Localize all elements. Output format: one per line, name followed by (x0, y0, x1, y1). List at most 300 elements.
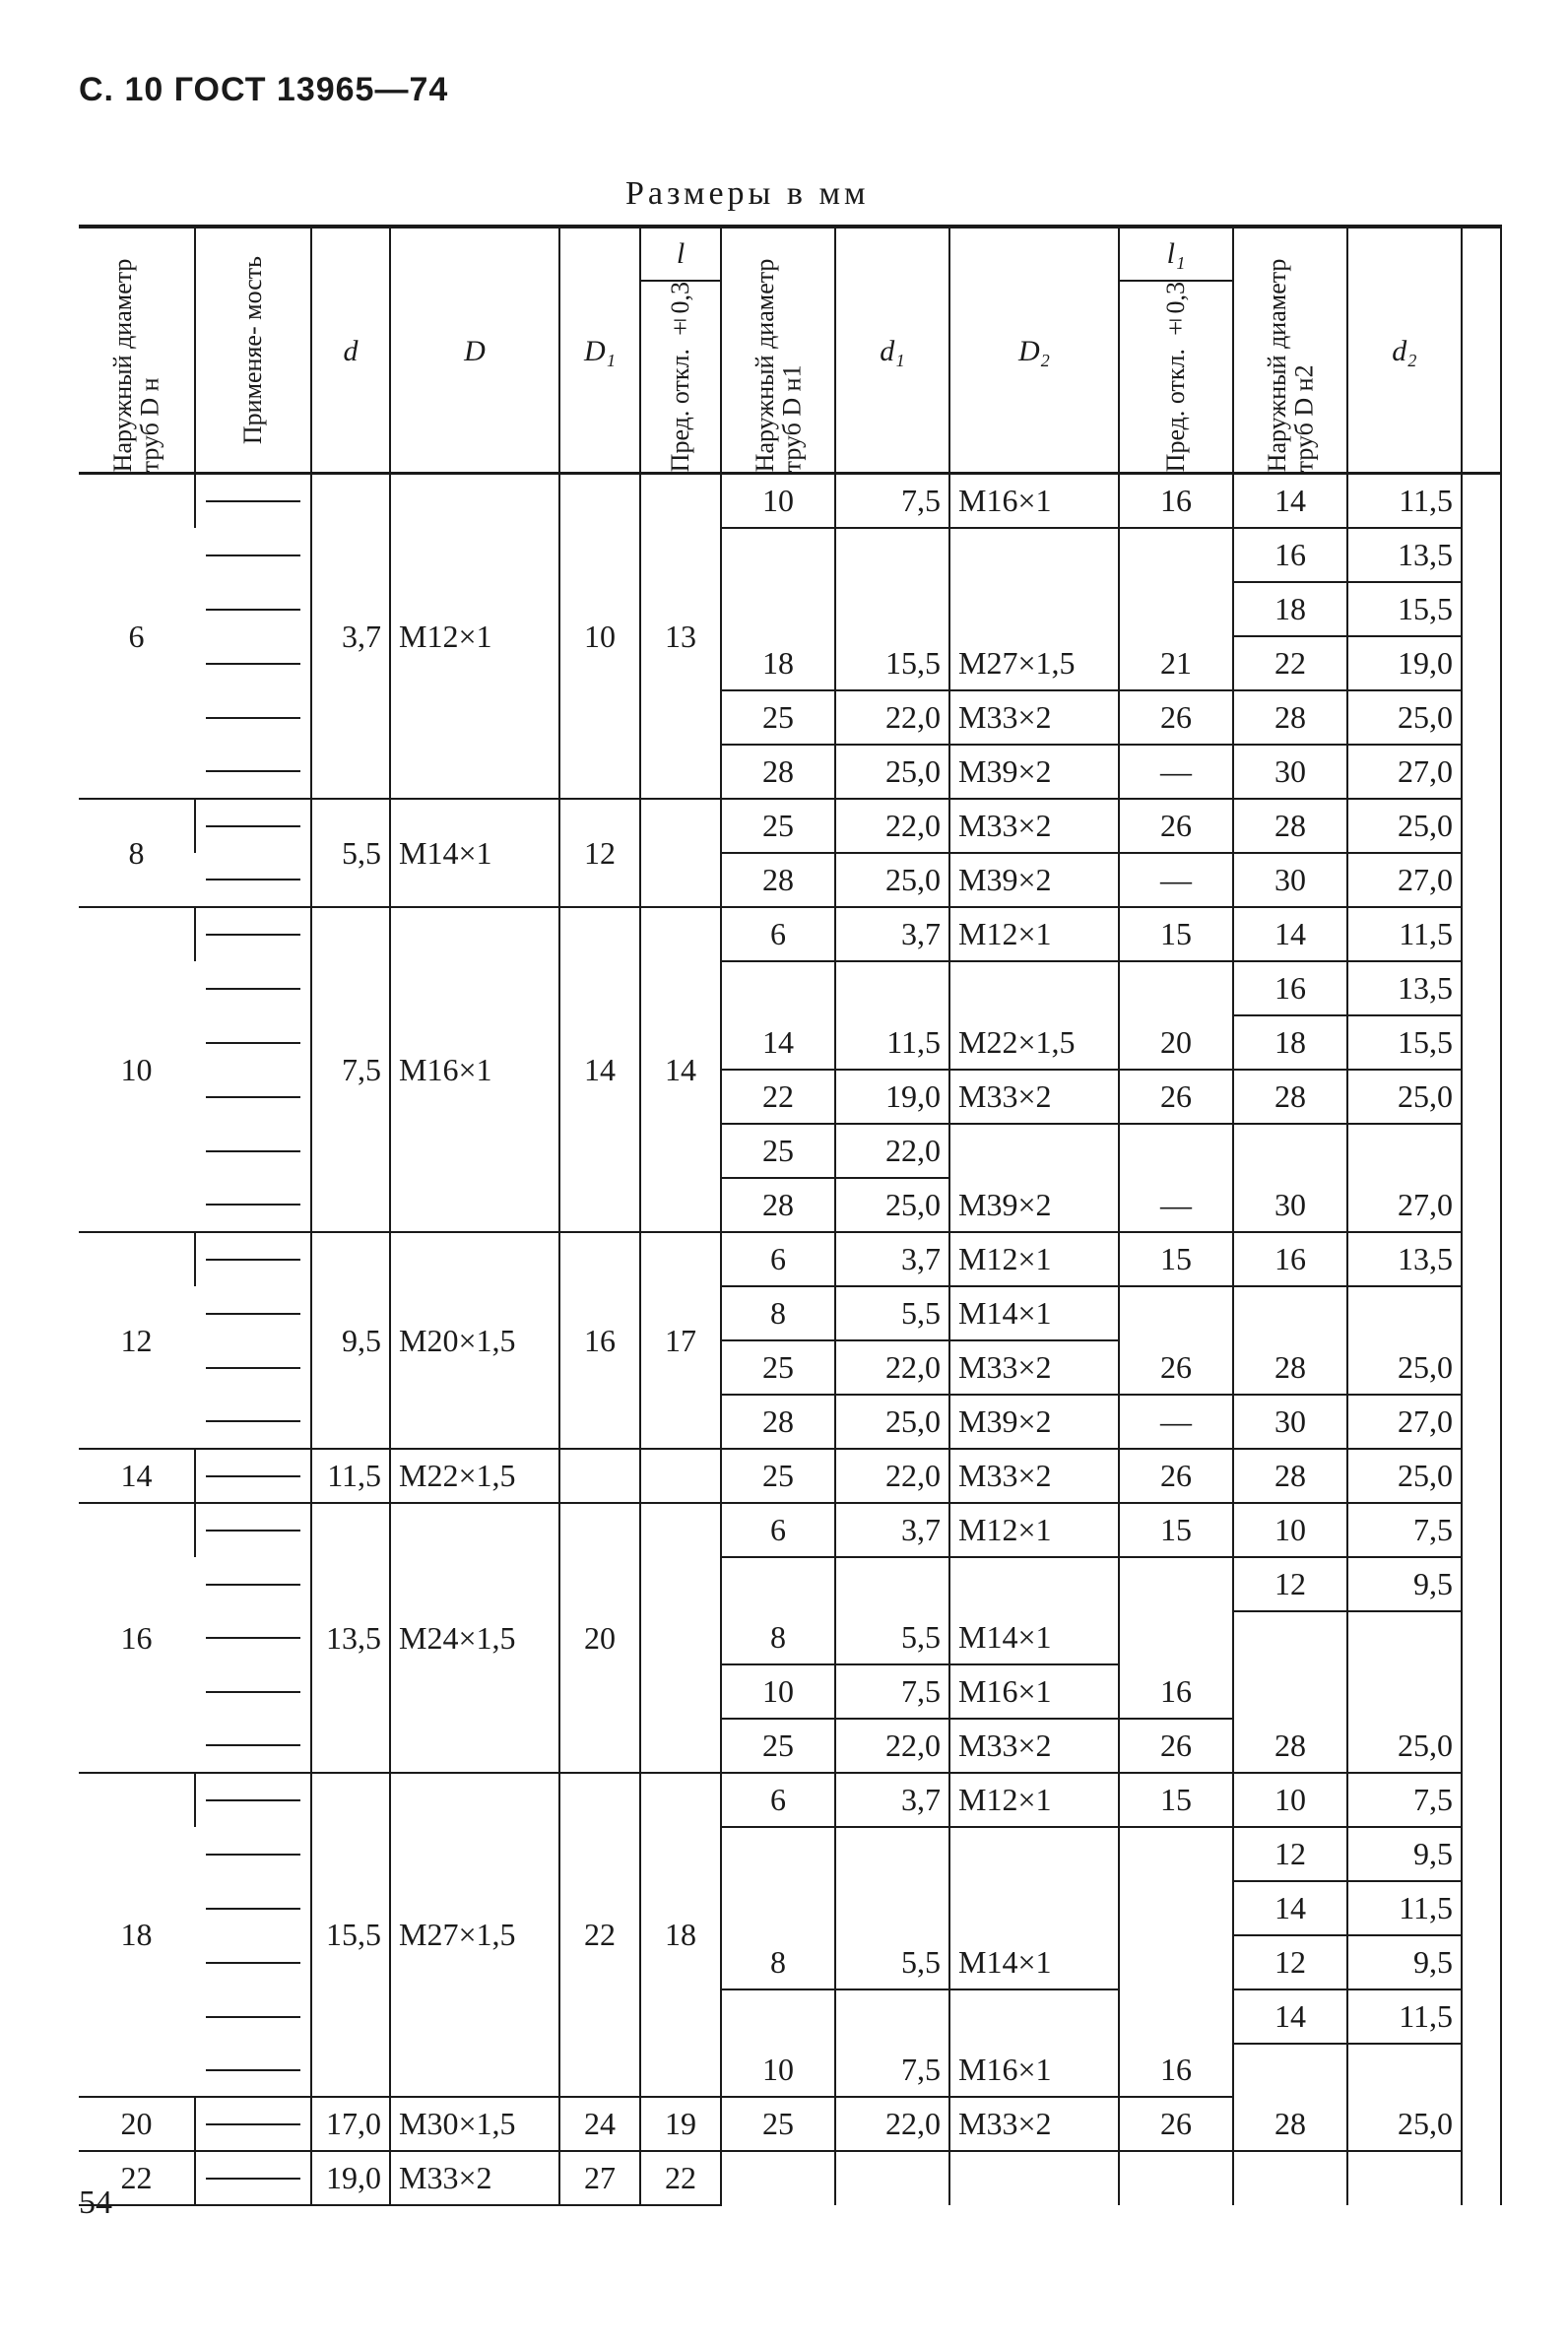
header-D1: D₁ (559, 227, 640, 474)
cell-dn1: 18 (721, 636, 835, 690)
cell-D2: M27×1,5 (949, 636, 1119, 690)
cell-dn1: 25 (721, 1449, 835, 1503)
cell-d2: 25,0 (1347, 1070, 1462, 1124)
cell-d2: 15,5 (1347, 582, 1462, 636)
cell-d2: 13,5 (1347, 1232, 1462, 1286)
cell-apply (195, 582, 311, 636)
cell-D1: 14 (559, 907, 640, 1232)
cell-apply (195, 1286, 311, 1340)
cell-dn: 22 (79, 2151, 195, 2205)
cell-dn2: 28 (1233, 1340, 1347, 1395)
cell-D2: M16×1 (949, 1664, 1119, 1719)
header-dn1: Наружный диаметр труб D н1 (721, 227, 835, 474)
cell-apply (195, 1015, 311, 1070)
cell-dn1 (721, 582, 835, 636)
cell-apply (195, 1827, 311, 1881)
cell-d2: 11,5 (1347, 1989, 1462, 2044)
cell-D2: M33×2 (949, 2097, 1119, 2151)
cell-d2 (1347, 2044, 1462, 2097)
document-header: С. 10 ГОСТ 13965—74 (79, 71, 449, 108)
cell-apply (195, 528, 311, 582)
cell-d2: 9,5 (1347, 1827, 1462, 1881)
cell-spacer (1462, 582, 1501, 636)
cell-D2: M14×1 (949, 1611, 1119, 1664)
cell-d1: 3,7 (835, 1773, 949, 1827)
cell-spacer (1462, 1232, 1501, 1286)
cell-d1: 3,7 (835, 1503, 949, 1557)
cell-apply (195, 853, 311, 907)
cell-d2: 25,0 (1347, 1340, 1462, 1395)
cell-apply (195, 1611, 311, 1664)
cell-apply (195, 961, 311, 1015)
cell-dn1: 6 (721, 1503, 835, 1557)
cell-D2 (949, 1557, 1119, 1611)
cell-apply (195, 1719, 311, 1773)
cell-apply (195, 907, 311, 961)
cell-D2 (949, 2151, 1119, 2205)
cell-dn1: 28 (721, 853, 835, 907)
cell-dn: 18 (79, 1773, 195, 2097)
cell-dn1: 10 (721, 1664, 835, 1719)
cell-dn2: 30 (1233, 1178, 1347, 1232)
cell-dn2: 16 (1233, 528, 1347, 582)
cell-l1 (1119, 1611, 1233, 1664)
cell-dn2: 28 (1233, 1449, 1347, 1503)
cell-spacer (1462, 690, 1501, 745)
header-d2: d₂ (1347, 227, 1462, 474)
cell-d: 3,7 (311, 474, 390, 800)
cell-D2: M22×1,5 (949, 1015, 1119, 1070)
cell-l1: — (1119, 853, 1233, 907)
cell-d1: 19,0 (835, 1070, 949, 1124)
header-D2: D₂ (949, 227, 1119, 474)
cell-D2: M33×2 (949, 1449, 1119, 1503)
cell-spacer (1462, 1935, 1501, 1989)
cell-d2: 25,0 (1347, 1719, 1462, 1773)
cell-l (640, 799, 721, 907)
table-row (79, 1719, 1501, 1773)
cell-l1 (1119, 1827, 1233, 1881)
cell-l1: — (1119, 1395, 1233, 1449)
cell-l1: 26 (1119, 1340, 1233, 1395)
cell-dn1: 10 (721, 474, 835, 529)
table-row (79, 1232, 1501, 1286)
cell-spacer (1462, 1611, 1501, 1664)
cell-apply (195, 1935, 311, 1989)
cell-D2: M16×1 (949, 474, 1119, 529)
cell-l1: 26 (1119, 2097, 1233, 2151)
cell-D2: M33×2 (949, 1070, 1119, 1124)
cell-apply (195, 799, 311, 853)
cell-dn1: 25 (721, 1719, 835, 1773)
cell-d1 (835, 1989, 949, 2044)
table-row (79, 690, 1501, 745)
cell-l1: 26 (1119, 1070, 1233, 1124)
cell-d2 (1347, 2151, 1462, 2205)
cell-d2: 15,5 (1347, 1015, 1462, 1070)
table-row (79, 1286, 1501, 1340)
cell-l1: 16 (1119, 474, 1233, 529)
table-row (79, 636, 1501, 690)
units-caption: Размеры в мм (625, 175, 870, 212)
cell-D2: M39×2 (949, 1395, 1119, 1449)
cell-D1: 10 (559, 474, 640, 800)
cell-dn2 (1233, 1286, 1347, 1340)
cell-dn1 (721, 1827, 835, 1881)
table-row (79, 1340, 1501, 1395)
cell-dn1 (721, 961, 835, 1015)
dimensions-table-wrap (79, 225, 1501, 2206)
cell-d2: 13,5 (1347, 528, 1462, 582)
cell-l1 (1119, 1286, 1233, 1340)
cell-d2: 27,0 (1347, 1178, 1462, 1232)
cell-l (640, 1449, 721, 1503)
cell-D1: 16 (559, 1232, 640, 1449)
cell-apply (195, 1395, 311, 1449)
cell-apply (195, 690, 311, 745)
cell-D2: M12×1 (949, 907, 1119, 961)
cell-D2: M33×2 (949, 1719, 1119, 1773)
cell-dn: 20 (79, 2097, 195, 2151)
cell-D2: M39×2 (949, 853, 1119, 907)
cell-dn2: 14 (1233, 1881, 1347, 1935)
cell-l1: 15 (1119, 907, 1233, 961)
cell-dn1 (721, 1557, 835, 1611)
cell-l1 (1119, 1935, 1233, 1989)
cell-dn1: 6 (721, 907, 835, 961)
cell-d2: 27,0 (1347, 745, 1462, 799)
cell-d2: 13,5 (1347, 961, 1462, 1015)
cell-l1: — (1119, 745, 1233, 799)
cell-d1: 22,0 (835, 2097, 949, 2151)
cell-dn1 (721, 1881, 835, 1935)
cell-dn1: 25 (721, 690, 835, 745)
cell-dn2: 28 (1233, 1070, 1347, 1124)
cell-D2: M33×2 (949, 690, 1119, 745)
cell-D2: M39×2 (949, 1178, 1119, 1232)
cell-apply (195, 745, 311, 799)
cell-D2: M12×1 (949, 1503, 1119, 1557)
table-row (79, 1449, 1501, 1503)
cell-l: 22 (640, 2151, 721, 2205)
cell-d2 (1347, 1664, 1462, 1719)
table-header-row (79, 227, 1501, 474)
cell-spacer (1462, 1664, 1501, 1719)
header-spacer (1462, 227, 1501, 474)
cell-l1 (1119, 1989, 1233, 2044)
header-l1-tolerance: Пред. откл. ±0,3 (1161, 282, 1191, 473)
cell-D1: 24 (559, 2097, 640, 2151)
cell-d1: 7,5 (835, 474, 949, 529)
cell-D1: 27 (559, 2151, 640, 2205)
cell-l1: 20 (1119, 1015, 1233, 1070)
cell-D2: M12×1 (949, 1773, 1119, 1827)
cell-dn1: 6 (721, 1773, 835, 1827)
cell-l1: 15 (1119, 1232, 1233, 1286)
header-dn: Наружный диаметр труб D н (79, 227, 195, 474)
table-row (79, 1015, 1501, 1070)
cell-l: 13 (640, 474, 721, 800)
cell-apply (195, 1070, 311, 1124)
cell-l1: 26 (1119, 1449, 1233, 1503)
cell-dn1: 10 (721, 2044, 835, 2097)
cell-d2 (1347, 1611, 1462, 1664)
cell-spacer (1462, 907, 1501, 961)
page-number: 54 (79, 2184, 112, 2221)
cell-dn2: 28 (1233, 1719, 1347, 1773)
cell-d: 11,5 (311, 1449, 390, 1503)
cell-l1: 26 (1119, 690, 1233, 745)
table-row (79, 961, 1501, 1015)
cell-d1: 7,5 (835, 2044, 949, 2097)
cell-D2: M16×1 (949, 2044, 1119, 2097)
cell-d1: 22,0 (835, 690, 949, 745)
cell-apply (195, 2044, 311, 2097)
cell-l1: 15 (1119, 1773, 1233, 1827)
cell-dn: 6 (79, 474, 195, 800)
cell-D: M30×1,5 (390, 2097, 559, 2151)
cell-l1 (1119, 1124, 1233, 1178)
cell-l1: 26 (1119, 1719, 1233, 1773)
table-row (79, 1611, 1501, 1664)
cell-dn2: 18 (1233, 582, 1347, 636)
table-row (79, 474, 1501, 529)
cell-d2: 11,5 (1347, 1881, 1462, 1935)
cell-d2 (1347, 1124, 1462, 1178)
cell-d1: 22,0 (835, 799, 949, 853)
header-l1-symbol: l₁ (1120, 228, 1232, 282)
cell-dn1: 25 (721, 2097, 835, 2151)
cell-D2 (949, 1827, 1119, 1881)
cell-d1: 3,7 (835, 907, 949, 961)
cell-spacer (1462, 1719, 1501, 1773)
cell-d2: 25,0 (1347, 799, 1462, 853)
cell-l1: 16 (1119, 2044, 1233, 2097)
cell-D2: M33×2 (949, 799, 1119, 853)
cell-dn2: 30 (1233, 853, 1347, 907)
cell-d2: 27,0 (1347, 853, 1462, 907)
header-l-tolerance: Пред. откл. ±0,3 (666, 282, 695, 473)
cell-spacer (1462, 2097, 1501, 2151)
cell-d1: 5,5 (835, 1611, 949, 1664)
cell-d: 19,0 (311, 2151, 390, 2205)
cell-l1: — (1119, 1178, 1233, 1232)
cell-D2 (949, 528, 1119, 582)
cell-d1 (835, 2151, 949, 2205)
cell-apply (195, 1773, 311, 1827)
cell-D2 (949, 582, 1119, 636)
cell-apply (195, 2097, 311, 2151)
cell-spacer (1462, 1124, 1501, 1178)
cell-dn2: 28 (1233, 799, 1347, 853)
cell-D: M22×1,5 (390, 1449, 559, 1503)
cell-dn2: 14 (1233, 907, 1347, 961)
header-apply: Применяе- мость (195, 227, 311, 474)
table-row (79, 1989, 1501, 2044)
cell-spacer (1462, 799, 1501, 853)
header-d1: d₁ (835, 227, 949, 474)
cell-spacer (1462, 961, 1501, 1015)
cell-dn2 (1233, 2151, 1347, 2205)
cell-d1: 22,0 (835, 1449, 949, 1503)
cell-dn2: 28 (1233, 2097, 1347, 2151)
cell-d2: 7,5 (1347, 1773, 1462, 1827)
cell-apply (195, 1664, 311, 1719)
cell-d1: 11,5 (835, 1015, 949, 1070)
cell-l: 14 (640, 907, 721, 1232)
cell-dn2: 16 (1233, 961, 1347, 1015)
cell-apply (195, 1340, 311, 1395)
cell-l1: 16 (1119, 1664, 1233, 1719)
cell-spacer (1462, 1395, 1501, 1449)
cell-d1: 22,0 (835, 1719, 949, 1773)
cell-dn2: 22 (1233, 636, 1347, 690)
cell-spacer (1462, 1503, 1501, 1557)
cell-d2: 9,5 (1347, 1935, 1462, 1989)
cell-D: M16×1 (390, 907, 559, 1232)
cell-dn2: 28 (1233, 690, 1347, 745)
table-row (79, 582, 1501, 636)
cell-apply (195, 474, 311, 529)
cell-D2: M14×1 (949, 1286, 1119, 1340)
cell-dn1: 8 (721, 1611, 835, 1664)
cell-D: M14×1 (390, 799, 559, 907)
cell-dn: 16 (79, 1503, 195, 1773)
cell-D2 (949, 961, 1119, 1015)
cell-l1 (1119, 961, 1233, 1015)
cell-dn1: 8 (721, 1935, 835, 1989)
table-row (79, 1827, 1501, 1881)
table-row (79, 1664, 1501, 1719)
cell-spacer (1462, 1557, 1501, 1611)
cell-apply (195, 1989, 311, 2044)
cell-l1 (1119, 582, 1233, 636)
cell-dn1: 25 (721, 1340, 835, 1395)
cell-D: M12×1 (390, 474, 559, 800)
table-row (79, 2097, 1501, 2151)
cell-dn: 12 (79, 1232, 195, 1449)
cell-dn: 14 (79, 1449, 195, 1503)
cell-dn2: 16 (1233, 1232, 1347, 1286)
cell-spacer (1462, 528, 1501, 582)
cell-d2: 11,5 (1347, 474, 1462, 529)
cell-dn2: 30 (1233, 745, 1347, 799)
header-d: d (311, 227, 390, 474)
cell-dn1 (721, 1989, 835, 2044)
table-row (79, 907, 1501, 961)
cell-D: M24×1,5 (390, 1503, 559, 1773)
cell-apply (195, 1232, 311, 1286)
cell-D: M20×1,5 (390, 1232, 559, 1449)
cell-dn1: 28 (721, 1395, 835, 1449)
cell-dn2: 18 (1233, 1015, 1347, 1070)
table-row (79, 1881, 1501, 1935)
cell-dn2 (1233, 1664, 1347, 1719)
cell-apply (195, 1124, 311, 1178)
cell-l1 (1119, 1557, 1233, 1611)
cell-D1 (559, 1449, 640, 1503)
table-row (79, 1773, 1501, 1827)
cell-spacer (1462, 745, 1501, 799)
cell-d1: 22,0 (835, 1340, 949, 1395)
cell-dn1: 25 (721, 1124, 835, 1178)
cell-D2: M39×2 (949, 745, 1119, 799)
cell-d2: 11,5 (1347, 907, 1462, 961)
cell-D2: M33×2 (949, 1340, 1119, 1395)
cell-spacer (1462, 2044, 1501, 2097)
cell-d1: 22,0 (835, 1124, 949, 1178)
cell-l1 (1119, 1881, 1233, 1935)
cell-d1: 3,7 (835, 1232, 949, 1286)
cell-dn1 (721, 2151, 835, 2205)
cell-D2: M14×1 (949, 1935, 1119, 1989)
cell-d2: 7,5 (1347, 1503, 1462, 1557)
dimensions-table (79, 225, 1502, 2206)
cell-d1: 25,0 (835, 1178, 949, 1232)
cell-apply (195, 1557, 311, 1611)
cell-spacer (1462, 1989, 1501, 2044)
cell-dn1 (721, 528, 835, 582)
cell-l1: 21 (1119, 636, 1233, 690)
table-row (79, 1503, 1501, 1557)
cell-dn2: 12 (1233, 1557, 1347, 1611)
cell-spacer (1462, 1015, 1501, 1070)
cell-spacer (1462, 1881, 1501, 1935)
cell-apply (195, 1503, 311, 1557)
cell-dn2: 10 (1233, 1503, 1347, 1557)
cell-l1: 26 (1119, 799, 1233, 853)
cell-d1: 5,5 (835, 1286, 949, 1340)
cell-dn1: 28 (721, 1178, 835, 1232)
cell-d2: 9,5 (1347, 1557, 1462, 1611)
cell-d: 15,5 (311, 1773, 390, 2097)
cell-l: 19 (640, 2097, 721, 2151)
cell-dn1: 22 (721, 1070, 835, 1124)
cell-spacer (1462, 1340, 1501, 1395)
table-body (79, 474, 1501, 2206)
cell-d1 (835, 961, 949, 1015)
cell-d1: 7,5 (835, 1664, 949, 1719)
header-l1 (1119, 227, 1233, 474)
cell-dn2: 12 (1233, 1827, 1347, 1881)
cell-D2 (949, 1881, 1119, 1935)
cell-l: 17 (640, 1232, 721, 1449)
cell-apply (195, 1449, 311, 1503)
cell-d: 7,5 (311, 907, 390, 1232)
cell-d2: 25,0 (1347, 2097, 1462, 2151)
cell-d1: 5,5 (835, 1935, 949, 1989)
cell-spacer (1462, 1449, 1501, 1503)
cell-d: 9,5 (311, 1232, 390, 1449)
cell-D2: M12×1 (949, 1232, 1119, 1286)
table-row (79, 1070, 1501, 1124)
cell-spacer (1462, 1773, 1501, 1827)
cell-dn2: 14 (1233, 1989, 1347, 2044)
table-row (79, 528, 1501, 582)
cell-d1 (835, 1827, 949, 1881)
cell-d1 (835, 528, 949, 582)
cell-spacer (1462, 1827, 1501, 1881)
cell-spacer (1462, 853, 1501, 907)
cell-d1: 25,0 (835, 1395, 949, 1449)
cell-D: M27×1,5 (390, 1773, 559, 2097)
cell-l1 (1119, 528, 1233, 582)
cell-d1 (835, 1881, 949, 1935)
cell-apply (195, 636, 311, 690)
cell-dn1: 8 (721, 1286, 835, 1340)
cell-D1: 20 (559, 1503, 640, 1773)
cell-spacer (1462, 636, 1501, 690)
